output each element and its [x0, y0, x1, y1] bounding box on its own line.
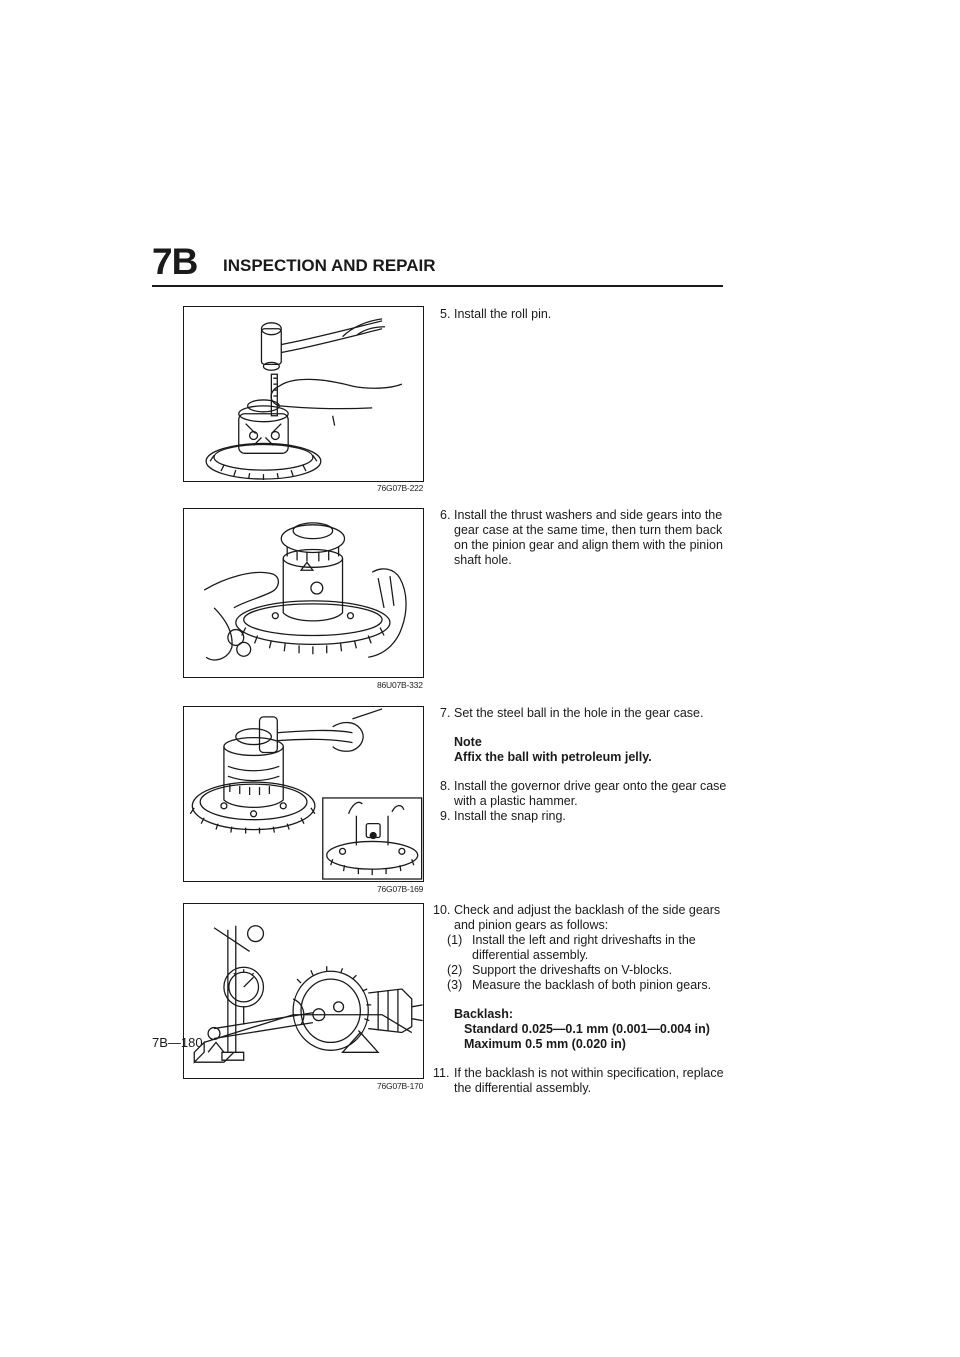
step-text: Check and adjust the backlash of the side gears and pinion gears as follows: [454, 903, 721, 932]
list-item [433, 1066, 730, 1096]
step-number: 11. [433, 1066, 450, 1080]
list-item [440, 809, 730, 824]
note-label: Note [454, 735, 482, 749]
section-number: 7B [152, 241, 198, 282]
step-text: Set the steel ball in the hole in the gear case. [454, 706, 704, 720]
list-item [440, 779, 730, 809]
step-text: Install the snap ring. [454, 809, 566, 823]
step-number: 10. [433, 903, 451, 917]
list-item [440, 706, 730, 721]
figure-code: 86U07B-332 [377, 680, 423, 690]
page-number: 7B—180 [152, 1035, 203, 1050]
figure-code: 76G07B-170 [377, 1081, 424, 1091]
spec-label: Backlash: [454, 1007, 514, 1021]
figure-roll-pin-illustration [183, 306, 424, 482]
figure-governor-gear-illustration [183, 706, 424, 882]
sub-step-number: (2) [447, 963, 463, 977]
step-text: Install the governor drive gear onto the gear case with a plastic hammer. [454, 779, 727, 808]
step-number: 5. [440, 307, 451, 321]
list-item [433, 903, 730, 993]
note-text: Affix the ball with petroleum jelly. [454, 750, 652, 764]
step-number: 9. [440, 809, 451, 823]
spec-maximum: Maximum 0.5 mm (0.020 in) [464, 1037, 626, 1051]
step-text: Install the roll pin. [454, 307, 552, 321]
step-text: Install the thrust washers and side gears into the gear case at the same time, then turn them back on the pinion gear and align them with the pinion shaft hole. [454, 508, 723, 567]
sub-step [447, 978, 730, 993]
list-item [440, 307, 730, 322]
sub-step-text: Support the driveshafts on V-blocks. [472, 963, 673, 977]
step-group-6 [440, 508, 730, 568]
section-title: INSPECTION AND REPAIR [223, 256, 436, 275]
backlash-spec [440, 1007, 730, 1052]
sub-step-text: Install the left and right driveshafts in the differential assembly. [472, 933, 696, 962]
step-number: 6. [440, 508, 451, 522]
spec-standard: Standard 0.025—0.1 mm (0.001—0.004 in) [464, 1022, 710, 1036]
figure-side-gears-illustration [183, 508, 424, 678]
sub-step [447, 933, 730, 963]
page-header [152, 242, 723, 290]
sub-step-number: (1) [447, 933, 463, 947]
figure-backlash-measurement-illustration [183, 903, 424, 1079]
figure-code: 76G07B-222 [377, 483, 424, 493]
note-block [440, 735, 730, 765]
sub-step-number: (3) [447, 978, 463, 992]
step-group-5 [440, 307, 730, 322]
step-group-7-9 [440, 706, 730, 824]
step-number: 7. [440, 706, 451, 720]
header-rule [152, 285, 723, 287]
step-number: 8. [440, 779, 451, 793]
step-text: If the backlash is not within specification, replace the differential assembly. [454, 1066, 724, 1095]
figure-code: 76G07B-169 [377, 884, 424, 894]
list-item [440, 508, 730, 568]
sub-step [447, 963, 730, 978]
step-group-10-11 [433, 903, 730, 1096]
sub-step-text: Measure the backlash of both pinion gears. [472, 978, 712, 992]
